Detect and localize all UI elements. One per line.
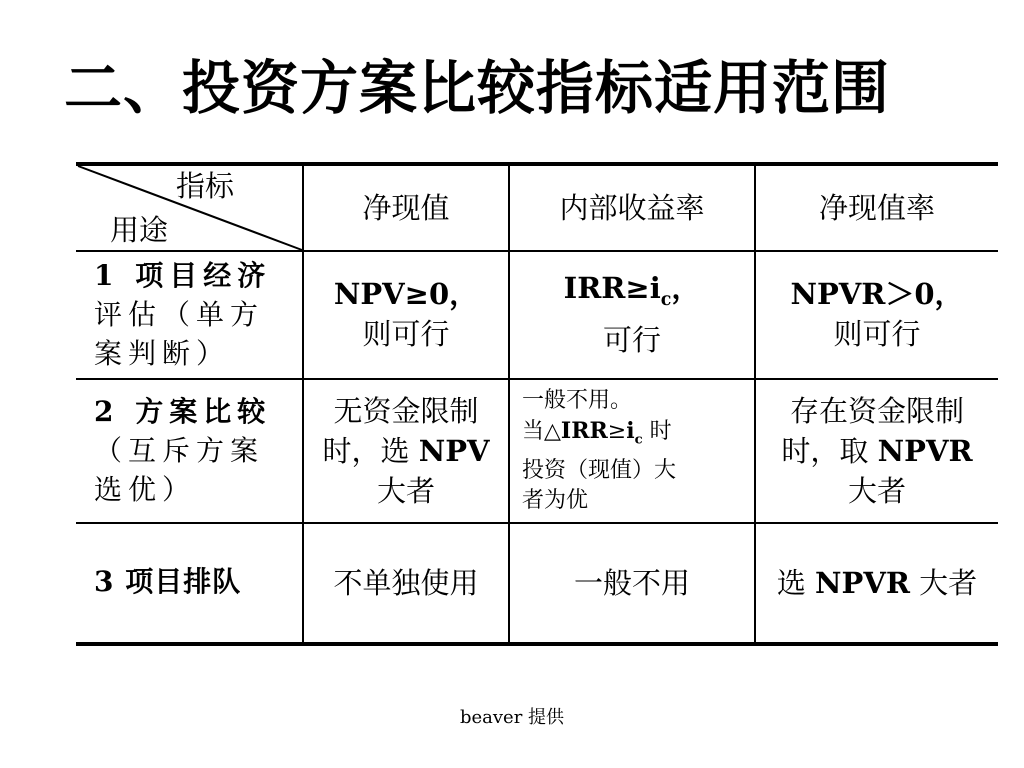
cell-irr-comparison: 一般不用。 当$\triangle IRR\ge i_c$ 时 投资（现值）大 者为优 (522, 388, 677, 513)
corner-label-usage: 用途 (110, 213, 169, 247)
cell-npv-ranking: 不单独使用 (333, 566, 479, 600)
cell-npv-comparison: 无资金限制 时，选 NPV 大者 (322, 394, 490, 508)
row-head-project-evaluation: 1 项目经济 评估（单方 案判断） (94, 259, 272, 370)
column-header-npv: 净现值 (362, 191, 450, 225)
cell-npvr-comparison: 存在资金限制 时，取 NPVR 大者 (781, 394, 973, 508)
row-head-project-comparison: 2 方案比较 （互斥方案 选优） (94, 395, 272, 506)
cell-npvr-evaluation: NPVR＞0， 则可行 (790, 277, 964, 351)
row-head-project-ranking: 3 项目排队 (94, 565, 242, 598)
cell-irr-ranking: 一般不用 (573, 566, 690, 600)
page-title: 二、投资方案比较指标适用范围 (64, 54, 891, 122)
header-divider (76, 250, 998, 252)
comparison-table (76, 162, 998, 646)
cell-npv-evaluation: NPV≥0， 则可行 (333, 277, 479, 351)
table-bottom-border (76, 642, 998, 646)
column-header-irr: 内部收益率 (559, 191, 705, 225)
corner-label-metric: 指标 (176, 169, 235, 203)
column-header-npvr: 净现值率 (818, 191, 935, 225)
cell-npvr-ranking: 选 NPVR 大者 (776, 566, 978, 600)
cell-irr-evaluation: $IRR\ge i_c$， 可行 (563, 271, 701, 357)
footer-credit: beaver 提供 (459, 707, 565, 728)
